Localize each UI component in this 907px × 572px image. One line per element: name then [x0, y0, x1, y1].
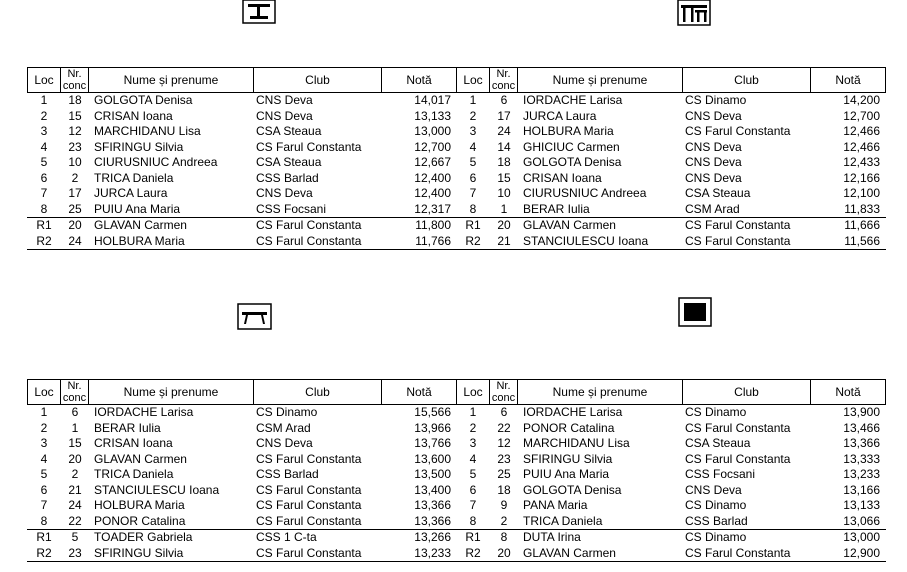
cell-nr: 1: [71, 420, 79, 435]
cell-name: STANCIULESCU Ioana: [523, 233, 649, 248]
cell-name: CRISAN Ioana: [523, 170, 602, 185]
cell-club: CS Farul Constanta: [256, 482, 362, 497]
table-row: [456, 155, 886, 171]
cell-nr: 18: [497, 482, 511, 497]
cell-nr: 18: [497, 155, 511, 169]
cell-loc: R1: [36, 218, 52, 232]
cell-club: CSS Barlad: [256, 170, 319, 185]
cell-loc: 3: [40, 124, 48, 138]
cell-nr: 10: [497, 186, 511, 200]
cell-name: PONOR Catalina: [523, 420, 615, 435]
cell-loc: 5: [469, 467, 477, 481]
cell-nota: 11,800: [415, 218, 451, 232]
cell-club: CS Dinamo: [256, 405, 318, 419]
cell-loc: 6: [469, 170, 477, 185]
cell-nota: 13,600: [414, 451, 451, 466]
table-row: [27, 483, 457, 499]
table-row: [27, 546, 457, 563]
cell-club: CSS 1 C-ta: [256, 530, 317, 544]
table-row: [456, 452, 886, 468]
header-nr-line1: Nr.: [496, 380, 511, 392]
cell-loc: 5: [40, 467, 48, 481]
cell-name: GOLGOTA Denisa: [523, 155, 622, 169]
cell-nota: 13,066: [843, 513, 880, 528]
cell-nota: 12,317: [414, 201, 451, 216]
cell-nr: 6: [500, 93, 508, 107]
cell-nota: 12,400: [414, 186, 451, 200]
cell-nota: 13,133: [414, 108, 451, 123]
cell-loc: 3: [469, 436, 477, 450]
cell-club: CNS Deva: [256, 108, 313, 123]
cell-loc: 3: [469, 124, 477, 138]
cell-club: CS Dinamo: [685, 530, 747, 544]
cell-nota: 13,766: [414, 436, 451, 450]
table-row: [456, 530, 886, 546]
table-row: [27, 530, 457, 546]
cell-name: CIURUSNIUC Andreea: [94, 155, 218, 169]
cell-name: GOLGOTA Denisa: [523, 482, 622, 497]
cell-club: CNS Deva: [685, 108, 742, 123]
cell-club: CS Farul Constanta: [685, 218, 791, 232]
cell-club: CSS Focsani: [685, 467, 756, 481]
cell-loc: 4: [40, 139, 48, 154]
cell-club: CS Farul Constanta: [256, 451, 362, 466]
cell-club: CS Farul Constanta: [685, 545, 791, 560]
cell-nr: 1: [500, 201, 508, 216]
cell-nr: 24: [68, 233, 82, 248]
cell-nota: 13,366: [414, 498, 451, 512]
header-nr-line2: conc: [491, 392, 516, 404]
table-row: [27, 514, 457, 531]
cell-club: CSM Arad: [685, 201, 740, 216]
cell-loc: R2: [36, 545, 52, 560]
cell-nr: 23: [497, 451, 511, 466]
cell-club: CS Farul Constanta: [685, 124, 791, 138]
cell-nr: 20: [68, 451, 82, 466]
cell-nota: 12,667: [414, 155, 451, 169]
cell-name: GLAVAN Carmen: [523, 218, 616, 232]
cell-nr: 20: [497, 218, 511, 232]
cell-club: CS Farul Constanta: [685, 420, 791, 435]
cell-loc: 7: [469, 186, 477, 200]
results-table-uneven-bars-2: [456, 67, 886, 250]
cell-nr: 8: [500, 530, 508, 544]
table-row: [456, 109, 886, 125]
cell-nota: 12,433: [843, 155, 880, 169]
header-name: Nume și prenume: [89, 68, 254, 92]
table-row: [27, 498, 457, 514]
header-nr-line2: conc: [62, 392, 87, 404]
header-nr-line1: Nr.: [496, 68, 511, 80]
cell-club: CS Farul Constanta: [685, 233, 791, 248]
cell-nr: 12: [497, 436, 511, 450]
cell-loc: 2: [469, 108, 477, 123]
cell-nr: 23: [68, 545, 82, 560]
table-row: [27, 467, 457, 483]
header-nota: Notă: [382, 380, 457, 404]
cell-name: PUIU Ana Maria: [523, 467, 610, 481]
header-nr-line1: Nr.: [67, 68, 82, 80]
cell-nr: 10: [68, 155, 82, 169]
cell-loc: 8: [40, 201, 48, 216]
cell-name: IORDACHE Larisa: [94, 405, 194, 419]
header-nota: Notă: [811, 68, 886, 92]
table-row: [27, 155, 457, 171]
cell-name: BERAR Iulia: [94, 420, 161, 435]
cell-name: TRICA Daniela: [523, 513, 603, 528]
cell-loc: 4: [469, 451, 477, 466]
cell-name: BERAR Iulia: [523, 201, 590, 216]
header-nr-conc: [490, 68, 518, 92]
cell-nota: 14,200: [843, 93, 880, 107]
cell-nota: 12,466: [843, 139, 880, 154]
header-club: Club: [254, 68, 382, 92]
cell-name: TRICA Daniela: [94, 170, 174, 185]
cell-nr: 17: [68, 186, 82, 200]
cell-nota: 11,566: [844, 233, 880, 248]
cell-nota: 12,166: [843, 170, 880, 185]
cell-nr: 6: [500, 405, 508, 419]
cell-nr: 22: [68, 513, 82, 528]
uneven-bars-pair-icon: [677, 0, 711, 31]
floor-exercise-icon: [678, 297, 712, 332]
cell-nota: 13,233: [414, 545, 451, 560]
cell-name: PUIU Ana Maria: [94, 201, 181, 216]
cell-name: GHICIUC Carmen: [523, 139, 620, 154]
cell-club: CSS Barlad: [256, 467, 319, 481]
cell-nr: 2: [71, 170, 79, 185]
cell-loc: 7: [40, 186, 48, 200]
cell-loc: R1: [465, 218, 481, 232]
cell-loc: R2: [36, 233, 52, 248]
cell-loc: 6: [40, 482, 48, 497]
cell-nota: 13,333: [843, 451, 880, 466]
table-row: [27, 436, 457, 452]
cell-loc: 8: [469, 513, 477, 528]
cell-nota: 13,400: [414, 482, 451, 497]
header-club: Club: [683, 380, 811, 404]
table-row: [456, 218, 886, 234]
cell-name: HOLBURA Maria: [523, 124, 614, 138]
table-row: [456, 405, 886, 421]
header-name: Nume și prenume: [518, 68, 683, 92]
cell-name: GLAVAN Carmen: [94, 451, 187, 466]
cell-nota: 13,133: [843, 498, 880, 512]
cell-nr: 24: [68, 498, 82, 512]
cell-nr: 18: [68, 93, 82, 107]
table-row: [27, 124, 457, 140]
table-row: [27, 186, 457, 202]
cell-nota: 12,700: [843, 108, 880, 123]
cell-nota: 13,266: [414, 530, 451, 544]
cell-nr: 6: [71, 405, 79, 419]
header-loc: Loc: [456, 380, 490, 404]
cell-nr: 12: [68, 124, 82, 138]
cell-nr: 17: [497, 108, 511, 123]
table-row: [456, 467, 886, 483]
cell-nota: 14,017: [414, 93, 451, 107]
cell-nota: 13,366: [414, 513, 451, 528]
cell-nr: 5: [71, 530, 79, 544]
cell-loc: 2: [469, 420, 477, 435]
header-name: Nume și prenume: [89, 380, 254, 404]
table-row: [27, 421, 457, 437]
cell-nr: 24: [497, 124, 511, 138]
table-header: [27, 379, 457, 405]
results-table-balance-beam: [27, 379, 457, 562]
table-row: [456, 546, 886, 563]
cell-nota: 13,466: [843, 420, 880, 435]
cell-club: CNS Deva: [685, 139, 742, 154]
results-table-floor: [456, 379, 886, 562]
cell-name: SFIRINGU Silvia: [94, 545, 184, 560]
cell-name: IORDACHE Larisa: [523, 93, 623, 107]
cell-name: PANA Maria: [523, 498, 588, 512]
cell-name: JURCA Laura: [523, 108, 597, 123]
table-row: [456, 202, 886, 219]
cell-name: CRISAN Ioana: [94, 108, 173, 123]
table-row: [456, 498, 886, 514]
cell-nota: 13,900: [843, 405, 880, 419]
header-nr-conc: [61, 380, 89, 404]
cell-nr: 20: [497, 545, 511, 560]
cell-nota: 13,000: [414, 124, 451, 138]
cell-club: CSM Arad: [256, 420, 311, 435]
cell-nota: 13,166: [843, 482, 880, 497]
cell-club: CS Farul Constanta: [256, 233, 362, 248]
table-row: [27, 93, 457, 109]
cell-club: CS Farul Constanta: [256, 545, 362, 560]
cell-loc: 7: [469, 498, 477, 512]
cell-loc: R2: [465, 233, 481, 248]
cell-loc: 2: [40, 420, 48, 435]
cell-club: CSA Steaua: [685, 186, 751, 200]
cell-name: PONOR Catalina: [94, 513, 186, 528]
cell-loc: 8: [40, 513, 48, 528]
cell-name: TRICA Daniela: [94, 467, 174, 481]
cell-nota: 12,400: [414, 170, 451, 185]
cell-nr: 21: [68, 482, 82, 497]
cell-name: GLAVAN Carmen: [523, 545, 616, 560]
cell-loc: 7: [40, 498, 48, 512]
cell-nr: 23: [68, 139, 82, 154]
cell-name: MARCHIDANU Lisa: [523, 436, 630, 450]
table-row: [27, 140, 457, 156]
cell-nota: 13,233: [843, 467, 880, 481]
cell-loc: 4: [40, 451, 48, 466]
table-row: [456, 140, 886, 156]
cell-loc: 1: [40, 93, 48, 107]
table-row: [456, 514, 886, 531]
header-nr-line2: conc: [62, 80, 87, 92]
cell-nota: 13,500: [414, 467, 451, 481]
table-row: [456, 171, 886, 187]
header-nr-conc: [490, 380, 518, 404]
header-loc: Loc: [27, 380, 61, 404]
cell-club: CNS Deva: [256, 93, 313, 107]
cell-name: STANCIULESCU Ioana: [94, 482, 220, 497]
cell-nr: 20: [68, 218, 82, 232]
table-row: [456, 234, 886, 251]
cell-club: CSA Steaua: [256, 124, 322, 138]
cell-name: DUTA Irina: [523, 530, 581, 544]
header-name: Nume și prenume: [518, 380, 683, 404]
cell-club: CS Dinamo: [685, 405, 747, 419]
cell-loc: R1: [36, 530, 52, 544]
cell-club: CS Farul Constanta: [685, 451, 791, 466]
cell-nr: 15: [497, 170, 511, 185]
cell-club: CSA Steaua: [256, 155, 322, 169]
table-row: [27, 202, 457, 219]
cell-loc: R1: [465, 530, 481, 544]
cell-name: SFIRINGU Silvia: [523, 451, 613, 466]
cell-loc: 6: [469, 482, 477, 497]
cell-name: IORDACHE Larisa: [523, 405, 623, 419]
cell-nota: 11,766: [415, 233, 451, 248]
table-row: [456, 124, 886, 140]
cell-club: CS Farul Constanta: [256, 498, 362, 512]
cell-club: CSA Steaua: [685, 436, 751, 450]
cell-nota: 12,900: [843, 545, 880, 560]
cell-name: GOLGOTA Denisa: [94, 93, 193, 107]
cell-name: JURCA Laura: [94, 186, 168, 200]
header-club: Club: [683, 68, 811, 92]
cell-name: MARCHIDANU Lisa: [94, 124, 201, 138]
cell-loc: 2: [40, 108, 48, 123]
cell-club: CS Dinamo: [685, 93, 747, 107]
table-row: [27, 109, 457, 125]
cell-club: CNS Deva: [256, 436, 313, 450]
cell-nr: 14: [497, 139, 511, 154]
table-header: [456, 67, 886, 93]
cell-loc: 8: [469, 201, 477, 216]
cell-loc: 4: [469, 139, 477, 154]
table-row: [27, 405, 457, 421]
cell-loc: 1: [469, 405, 477, 419]
table-row: [456, 421, 886, 437]
header-loc: Loc: [456, 68, 490, 92]
cell-nota: 13,366: [843, 436, 880, 450]
cell-nota: 15,566: [414, 405, 451, 419]
table-header: [27, 67, 457, 93]
cell-club: CS Farul Constanta: [256, 513, 362, 528]
cell-nota: 12,466: [843, 124, 880, 138]
cell-name: HOLBURA Maria: [94, 233, 185, 248]
cell-club: CS Dinamo: [685, 498, 747, 512]
cell-nr: 15: [68, 108, 82, 123]
cell-club: CNS Deva: [685, 170, 742, 185]
header-loc: Loc: [27, 68, 61, 92]
cell-name: CRISAN Ioana: [94, 436, 173, 450]
header-nr-line2: conc: [491, 80, 516, 92]
cell-name: TOADER Gabriela: [94, 530, 193, 544]
cell-loc: 1: [40, 405, 48, 419]
table-row: [27, 171, 457, 187]
table-row: [456, 436, 886, 452]
header-nr-line1: Nr.: [67, 380, 82, 392]
cell-loc: 5: [469, 155, 477, 169]
cell-club: CS Farul Constanta: [256, 218, 362, 232]
header-nota: Notă: [382, 68, 457, 92]
cell-club: CNS Deva: [685, 155, 742, 169]
header-nota: Notă: [811, 380, 886, 404]
cell-loc: R2: [465, 545, 481, 560]
cell-club: CSS Focsani: [256, 201, 327, 216]
cell-loc: 6: [40, 170, 48, 185]
cell-nr: 9: [500, 498, 508, 512]
cell-loc: 3: [40, 436, 48, 450]
header-club: Club: [254, 380, 382, 404]
table-row: [456, 483, 886, 499]
cell-nr: 25: [497, 467, 511, 481]
cell-nota: 13,000: [843, 530, 880, 544]
results-table-uneven-bars: [27, 67, 457, 250]
cell-nr: 22: [497, 420, 511, 435]
cell-club: CS Farul Constanta: [256, 139, 362, 154]
cell-name: HOLBURA Maria: [94, 498, 185, 512]
cell-loc: 1: [469, 93, 477, 107]
cell-name: GLAVAN Carmen: [94, 218, 187, 232]
cell-nr: 2: [500, 513, 508, 528]
table-row: [27, 234, 457, 251]
balance-beam-icon: [237, 303, 272, 335]
cell-nr: 21: [497, 233, 511, 248]
cell-nota: 13,966: [414, 420, 451, 435]
cell-nota: 11,833: [844, 201, 880, 216]
cell-club: CSS Barlad: [685, 513, 748, 528]
table-row: [456, 93, 886, 109]
cell-club: CNS Deva: [685, 482, 742, 497]
cell-nr: 2: [71, 467, 79, 481]
table-row: [456, 186, 886, 202]
cell-loc: 5: [40, 155, 48, 169]
header-nr-conc: [61, 68, 89, 92]
cell-name: SFIRINGU Silvia: [94, 139, 184, 154]
table-row: [27, 452, 457, 468]
cell-nota: 11,666: [844, 218, 880, 232]
table-header: [456, 379, 886, 405]
cell-nr: 15: [68, 436, 82, 450]
table-row: [27, 218, 457, 234]
cell-club: CNS Deva: [256, 186, 313, 200]
cell-nota: 12,700: [414, 139, 451, 154]
cell-name: CIURUSNIUC Andreea: [523, 186, 647, 200]
uneven-bars-icon: [242, 0, 276, 29]
cell-nota: 12,100: [843, 186, 880, 200]
cell-nr: 25: [68, 201, 82, 216]
